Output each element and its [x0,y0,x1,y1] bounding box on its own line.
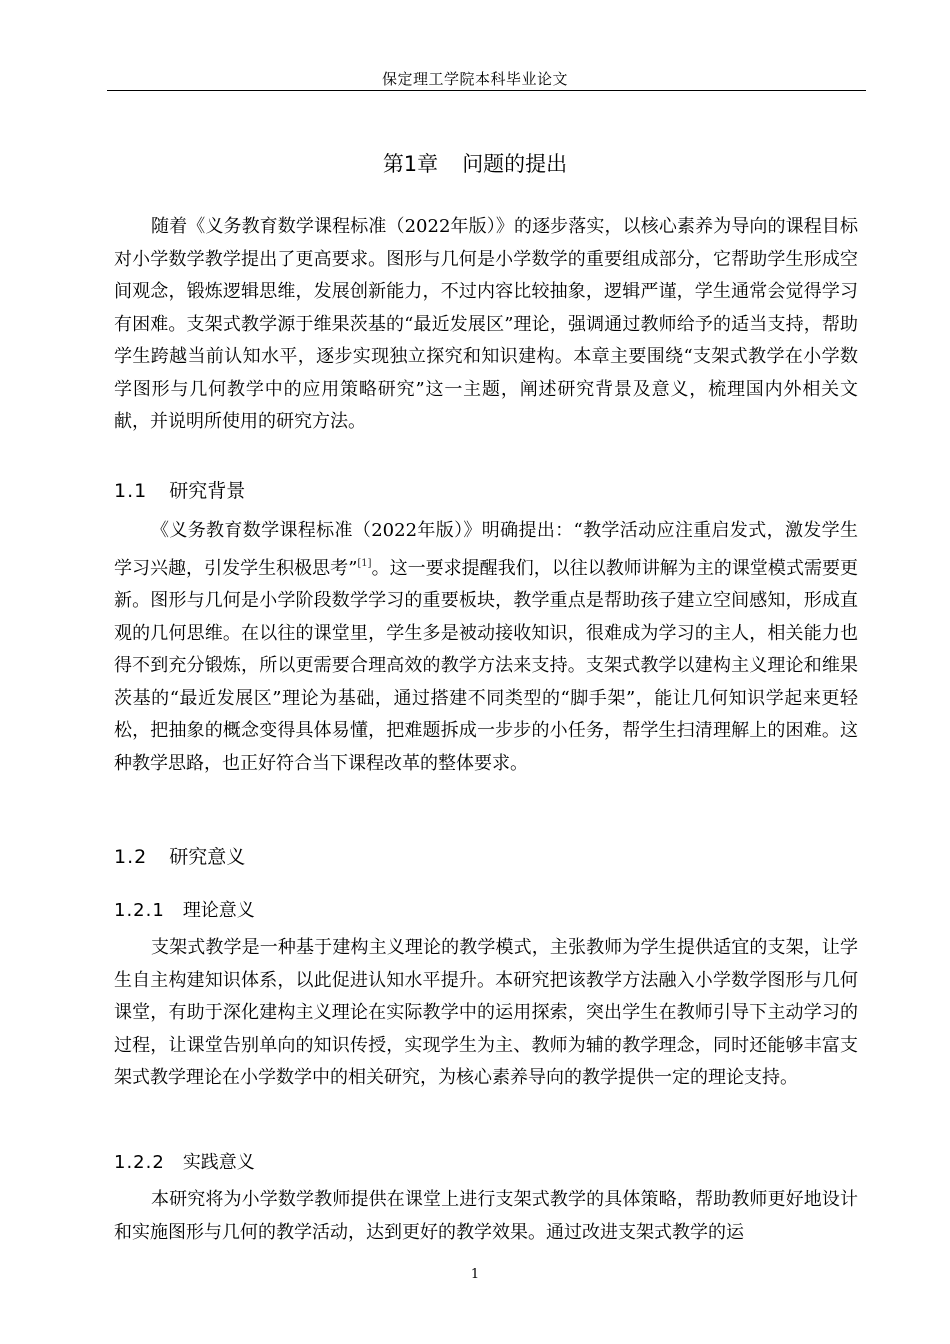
section-heading-1-1 [114,476,245,503]
section-number: 1.1 [114,480,148,502]
citation-ref: [1] [357,557,372,569]
background-text-part2: 。这一要求提醒我们，以往以教师讲解为主的课堂模式需要更新。图形与几何是小学阶段数学学习的重要板块，教学重点是帮助孩子建立空间感知，形成直观的几何思维。在以往的课堂里，学生多是被动接收知识，很难成为学习的主人，相关能力也得不到充分锻炼，所以更需要合理高效的教学方法来支持。支架式教学以建构主义理论和维果茨基的“最近发展区”理论为基础，通过搭建不同类型的“脚手架”，能让几何知识学起来更轻松，把抽象的概念变得具体易懂，把难题拆成一步步的小任务，帮学生扫清理解上的困难。这种教学思路，也正好符合当下课程改革的整体要求。 [114,557,858,774]
background-paragraph [114,515,858,780]
chapter-heading [0,148,950,178]
background-text-part1: 《义务教育数学课程标准（2022年版）》明确提出：“教学活动应注重启发式，激发学生学习兴趣，引发学生积极思考” [114,520,858,579]
page-number: 1 [470,1267,480,1282]
section-title: 研究背景 [169,480,246,502]
subsection-title: 实践意义 [182,1152,255,1173]
chapter-number: 第1章 [382,152,439,176]
subsection-title: 理论意义 [182,900,255,921]
subsection-heading-1-2-1 [114,896,255,922]
section-heading-1-2 [114,842,245,869]
chapter-title: 问题的提出 [462,152,568,176]
practice-significance-paragraph: 本研究将为小学数学教师提供在课堂上进行支架式教学的具体策略，帮助教师更好地设计和实施图形与几何的教学活动，达到更好的教学效果。通过改进支架式教学的运 [114,1189,858,1243]
subsection-number: 1.2.1 [114,900,165,921]
section-title: 研究意义 [169,846,246,868]
theory-significance-paragraph: 支架式教学是一种基于建构主义理论的教学模式，主张教师为学生提供适宜的支架，让学生自主构建知识体系，以此促进认知水平提升。本研究把该教学方法融入小学数学图形与几何课堂，有助于深化建构主义理论在实际教学中的运用探索，突出学生在教师引导下主动学习的过程，让课堂告别单向的知识传授，实现学生为主、教师为辅的教学理念，同时还能够丰富支架式教学理论在小学数学中的相关研究，为核心素养导向的教学提供一定的理论支持。 [114,937,858,1088]
subsection-number: 1.2.2 [114,1152,165,1173]
intro-paragraph: 随着《义务教育数学课程标准（2022年版）》的逐步落实，以核心素养为导向的课程目标对小学数学教学提出了更高要求。图形与几何是小学数学的重要组成部分，它帮助学生形成空间观念，锻炼逻辑思维，发展创新能力，不过内容比较抽象，逻辑严谨，学生通常会觉得学习有困难。支架式教学源于维果茨基的“最近发展区”理论，强调通过教师给予的适当支持，帮助学生跨越当前认知水平，逐步实现独立探究和知识建构。本章主要围绕“支架式教学在小学数学图形与几何教学中的应用策略研究”这一主题，阐述研究背景及意义，梳理国内外相关文献，并说明所使用的研究方法。 [114,216,858,432]
running-header: 保定理工学院本科毕业论文 [381,70,568,88]
subsection-heading-1-2-2 [114,1148,255,1174]
header-divider [107,90,866,91]
section-number: 1.2 [114,846,148,868]
